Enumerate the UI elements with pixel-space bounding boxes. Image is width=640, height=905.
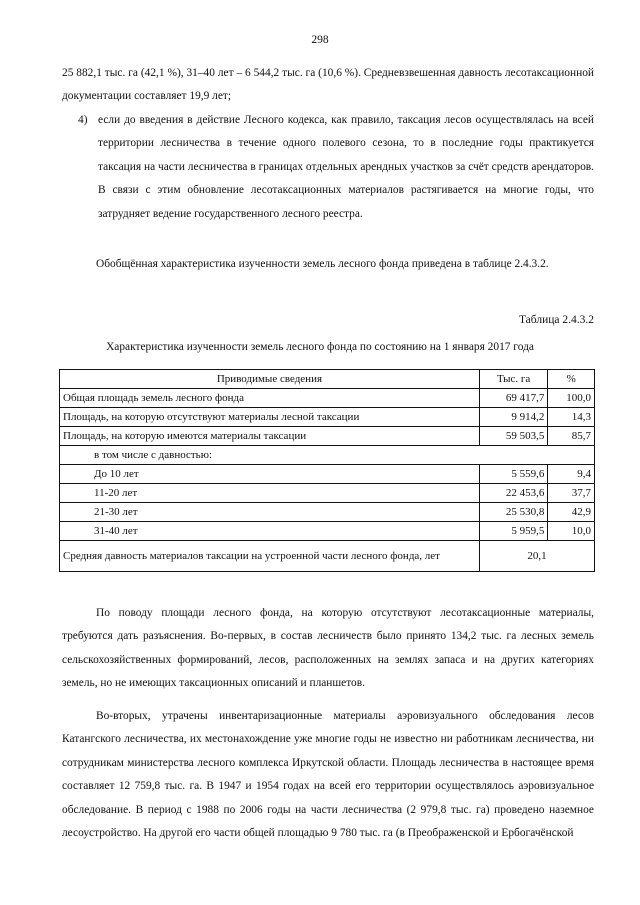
row-label: До 10 лет [60,465,480,484]
row-pct: 100,0 [548,389,595,408]
row-pct: 37,7 [548,484,595,503]
table-row [60,389,595,408]
table-subheader-row [60,446,595,465]
row-area: 22 453,6 [479,484,547,503]
row-label: Площадь, на которую отсутствуют материалы лесной таксации [60,408,480,427]
page-number: 298 [311,34,329,46]
table-number: Таблица 2.4.3.2 [518,314,594,326]
row-label: 31-40 лет [60,522,480,541]
row-label: в том числе с давностью: [60,446,595,465]
row-area: 5 959,5 [479,522,547,541]
table-row [60,503,595,522]
row-label: Средняя давность материалов таксации на устроенной части лесного фонда, лет [60,541,480,572]
table-row [60,408,595,427]
row-pct: 9,4 [548,465,595,484]
row-label: Площадь, на которую имеются материалы таксации [60,427,480,446]
summary-paragraph: Обобщённая характеристика изученности земель лесного фонда приведена в таблице 2.4.3.2. [96,258,549,270]
row-label: 21-30 лет [60,503,480,522]
row-value: 20,1 [479,541,594,572]
row-pct: 42,9 [548,503,595,522]
row-area: 69 417,7 [479,389,547,408]
table-row-average [60,541,595,572]
list-item-text: если до введения в действие Лесного кодекса, как правило, таксация лесов осуществлялась на всей территории лесничества в течение одного полевого сезона, то в последние годы практикуется таксация на части лесничества в границах отдельных арендных участков за счёт средств арендаторов. В связи с этим обновление лесотаксационных материалов растягивается на многие годы, что затрудняет ведение государственного лесного реестра. [98,114,594,220]
header-cell-area: Тыс. га [479,370,547,389]
list-marker: 4) [78,114,88,126]
row-pct: 14,3 [548,408,595,427]
intro-paragraph: 25 882,1 тыс. га (42,1 %), 31–40 лет – 6 544,2 тыс. га (10,6 %). Средневзвешенная давность лесотаксационной документации составляет 19,9 лет; [62,67,594,103]
row-pct: 85,7 [548,427,595,446]
table-row [60,522,595,541]
table-header-row [60,370,595,389]
row-area: 59 503,5 [479,427,547,446]
table-row [60,484,595,503]
header-cell-info: Приводимые сведения [60,370,480,389]
row-pct: 10,0 [548,522,595,541]
row-area: 9 914,2 [479,408,547,427]
row-area: 25 530,8 [479,503,547,522]
paragraph-1: По поводу площади лесного фонда, на которую отсутствуют лесотаксационные материалы, требуются дать разъяснения. Во-первых, в состав лесничеств было принято 134,2 тыс. га лесных земель сельскохозяйственных формирований, лесов, расположенных на землях запаса и на других категориях земель, но не имеющих таксационных описаний и планшетов. [62,607,594,690]
table-row [60,427,595,446]
row-label: 11-20 лет [60,484,480,503]
paragraph-2: Во-вторых, утрачены инвентаризационные материалы аэровизуального обследования лесов Катангского лесничества, их местонахождение уже многие годы не известно ни работникам лесничества, ни сотрудникам министерства лесного комплекса Иркутской области. Площадь лесничества в настоящее время составляет 12 759,8 тыс. га. В 1947 и 1954 годах на всей его территории осуществлялось аэровизуальное обследование. В период с 1988 по 2006 годы на части лесничества (2 979,8 тыс. га) проведено наземное лесоустройство. На другой его части общей площадью 9 780 тыс. га (в Преображенской и Ербогачёнской [62,710,594,840]
row-label: Общая площадь земель лесного фонда [60,389,480,408]
header-cell-pct: % [548,370,595,389]
table-caption: Характеристика изученности земель лесного фонда по состоянию на 1 января 2017 года [106,341,534,353]
row-area: 5 559,6 [479,465,547,484]
forest-fund-table [59,369,595,572]
table-row [60,465,595,484]
